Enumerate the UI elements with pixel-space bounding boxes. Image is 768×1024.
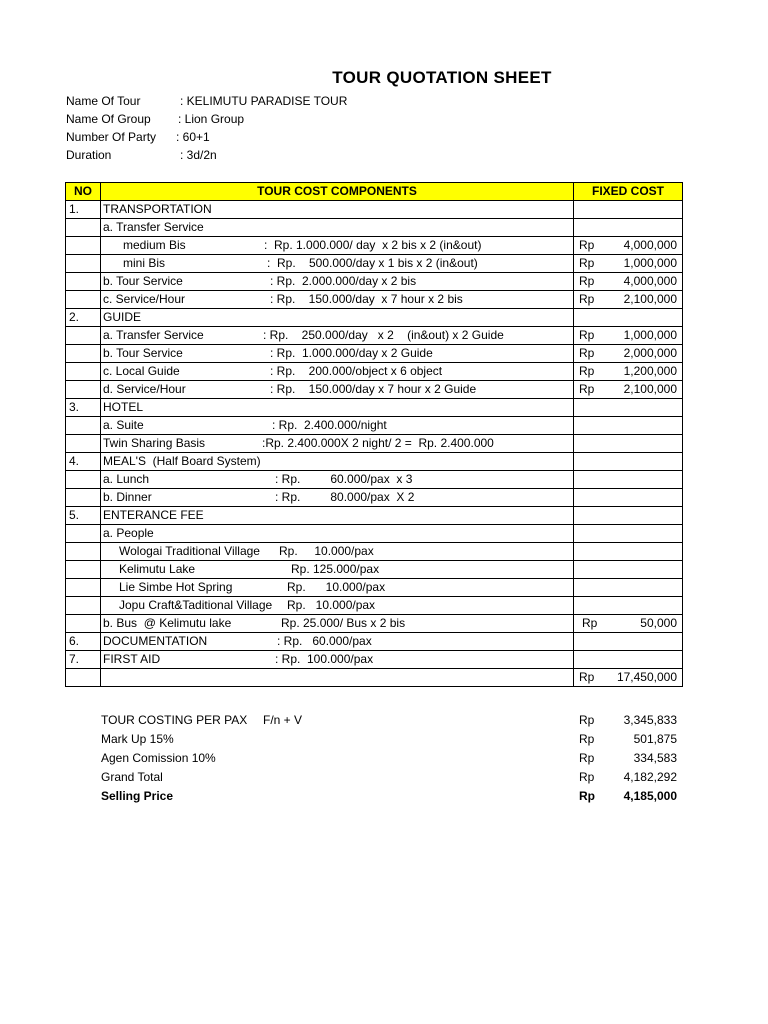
table-row [66,273,683,291]
table-row [66,237,683,255]
cost-amount: 2,100,000 [623,382,677,396]
cost-summary [101,711,681,806]
table-row [66,651,683,669]
component-description: mini Bis [123,256,166,270]
fixed-cost [574,417,683,435]
component-description: b. Dinner [103,490,152,504]
component-description: a. Lunch [103,472,150,486]
table-row [66,543,683,561]
cost-currency: Rp [579,670,595,684]
cost-component [101,561,574,579]
cost-component [101,345,574,363]
fixed-cost [574,291,683,309]
table-row [66,201,683,219]
table-row [66,399,683,417]
component-description: a. Transfer Service [103,328,204,342]
component-description: FIRST AID [103,652,161,666]
component-detail: Rp. 10.000/pax [279,544,374,558]
fixed-cost [574,507,683,525]
component-detail: : Rp. 500.000/day x 1 bis x 2 (in&out) [267,256,478,270]
row-number [66,345,101,363]
component-description: Lie Simbe Hot Spring [119,580,233,594]
component-description: c. Local Guide [103,364,180,378]
fixed-cost [574,309,683,327]
tour-info [66,92,466,164]
row-number: 6. [66,633,101,651]
summary-label: Selling Price [101,789,174,803]
component-description: b. Tour Service [103,274,183,288]
header-components: TOUR COST COMPONENTS [101,183,574,201]
row-number [66,579,101,597]
table-row [66,309,683,327]
fixed-cost [574,381,683,399]
summary-row-costing-per-pax [101,711,681,730]
info-value: : KELIMUTU PARADISE TOUR [180,94,348,108]
summary-amount: 3,345,833 [623,713,677,727]
summary-amount: 4,182,292 [623,770,677,784]
component-detail: : Rp. 150.000/day x 7 hour x 2 bis [270,292,463,306]
summary-row-grand-total [101,768,681,787]
info-value: : 60+1 [176,130,210,144]
page-title: TOUR QUOTATION SHEET [332,68,552,87]
table-row [66,561,683,579]
component-detail: : Rp. 100.000/pax [275,652,374,666]
row-number [66,381,101,399]
component-detail: : Rp. 2.000.000/day x 2 bis [270,274,417,288]
cost-amount: 17,450,000 [616,670,677,684]
table-row [66,633,683,651]
component-detail: : Rp. 150.000/day x 7 hour x 2 Guide [270,382,477,396]
component-detail: : Rp. 2.400.000/night [272,418,387,432]
row-number [66,543,101,561]
cost-currency: Rp [579,346,595,360]
info-value: : 3d/2n [180,148,217,162]
cost-component [101,489,574,507]
table-row [66,363,683,381]
cost-amount: 2,100,000 [623,292,677,306]
fixed-cost [574,669,683,687]
summary-row-selling-price [101,787,681,806]
fixed-cost [574,255,683,273]
cost-currency: Rp [579,364,595,378]
row-number: 4. [66,453,101,471]
row-number [66,363,101,381]
fixed-cost [574,471,683,489]
fixed-cost [574,561,683,579]
summary-row-agent-commission [101,749,681,768]
cost-component [101,669,574,687]
component-description: DOCUMENTATION [103,634,208,648]
cost-component [101,291,574,309]
table-row [66,615,683,633]
table-row [66,291,683,309]
cost-amount: 4,000,000 [623,238,677,252]
component-detail: : Rp. 80.000/pax X 2 [275,490,415,504]
cost-amount: 4,000,000 [623,274,677,288]
table-row [66,471,683,489]
fixed-cost [574,201,683,219]
component-detail: Rp. 25.000/ Bus x 2 bis [281,616,406,630]
component-description: a. People [103,526,154,540]
table-row [66,453,683,471]
summary-label: TOUR COSTING PER PAX [101,713,248,727]
table-row [66,669,683,687]
cost-currency: Rp [579,328,595,342]
cost-component [101,201,574,219]
summary-label: Agen Comission 10% [101,751,216,765]
cost-component [101,651,574,669]
row-number [66,255,101,273]
cost-component [101,237,574,255]
cost-amount: 1,200,000 [623,364,677,378]
cost-component [101,543,574,561]
header-no: NO [66,183,101,201]
fixed-cost [574,633,683,651]
row-number [66,489,101,507]
table-row [66,435,683,453]
component-description: b. Bus @ Kelimutu lake [103,616,232,630]
fixed-cost [574,579,683,597]
fixed-cost [574,453,683,471]
cost-component [101,453,574,471]
table-row [66,597,683,615]
cost-amount: 1,000,000 [623,256,677,270]
component-description: HOTEL [103,400,144,414]
row-number [66,327,101,345]
summary-currency: Rp [579,770,595,784]
fixed-cost [574,543,683,561]
component-detail: : Rp. 250.000/day x 2 (in&out) x 2 Guide [263,328,504,342]
component-description: a. Suite [103,418,144,432]
summary-amount: 4,185,000 [623,789,677,803]
table-row [66,381,683,399]
cost-currency: Rp [579,274,595,288]
component-description: d. Service/Hour [103,382,186,396]
component-detail: Rp. 10.000/pax [287,580,386,594]
row-number [66,273,101,291]
info-label: Name Of Group [66,112,151,126]
row-number [66,417,101,435]
info-row-duration [66,146,466,164]
component-detail: : Rp. 60.000/pax [277,634,372,648]
fixed-cost [574,651,683,669]
summary-currency: Rp [579,732,595,746]
row-number [66,561,101,579]
cost-component [101,633,574,651]
table-row [66,255,683,273]
row-number [66,615,101,633]
row-number [66,237,101,255]
summary-currency: Rp [579,751,595,765]
summary-amount: 334,583 [633,751,677,765]
info-label: Name Of Tour [66,94,141,108]
fixed-cost [574,345,683,363]
cost-component [101,363,574,381]
cost-component [101,255,574,273]
cost-currency: Rp [579,292,595,306]
component-description: Jopu Craft&Taditional Village [119,598,273,612]
cost-component [101,219,574,237]
fixed-cost [574,219,683,237]
header-fixed-cost: FIXED COST [574,183,683,201]
table-row [66,489,683,507]
row-number: 7. [66,651,101,669]
quotation-table [65,182,683,687]
table-row [66,579,683,597]
component-description: Wologai Traditional Village [119,544,260,558]
info-label: Duration [66,148,112,162]
cost-component [101,435,574,453]
component-detail: Rp. 10.000/pax [287,598,376,612]
cost-currency: Rp [579,382,595,396]
row-number: 3. [66,399,101,417]
row-number [66,219,101,237]
table-row [66,525,683,543]
summary-label: Mark Up 15% [101,732,174,746]
cost-component [101,417,574,435]
info-value: : Lion Group [178,112,245,126]
component-description: b. Tour Service [103,346,183,360]
fixed-cost [574,489,683,507]
component-detail: : Rp. 1.000.000/ day x 2 bis x 2 (in&out) [264,238,482,252]
summary-formula: F/n + V [263,713,303,727]
table-row [66,219,683,237]
fixed-cost [574,237,683,255]
component-description: a. Transfer Service [103,220,204,234]
cost-component [101,309,574,327]
component-detail: : Rp. 200.000/object x 6 object [270,364,443,378]
fixed-cost [574,525,683,543]
row-number [66,471,101,489]
component-description: Kelimutu Lake [119,562,196,576]
cost-currency: Rp [579,256,595,270]
fixed-cost [574,435,683,453]
cost-currency: Rp [582,616,598,630]
fixed-cost [574,615,683,633]
component-description: MEAL'S (Half Board System) [103,454,261,468]
summary-currency: Rp [579,789,595,803]
summary-row-mark-up [101,730,681,749]
row-number [66,669,101,687]
component-description: GUIDE [103,310,142,324]
component-description: Twin Sharing Basis [103,436,206,450]
table-row [66,507,683,525]
fixed-cost [574,597,683,615]
cost-component [101,597,574,615]
component-description: TRANSPORTATION [103,202,212,216]
row-number [66,525,101,543]
cost-component [101,525,574,543]
info-row-party [66,128,466,146]
row-number: 2. [66,309,101,327]
info-row-group-name [66,110,466,128]
table-row [66,327,683,345]
cost-component [101,381,574,399]
cost-currency: Rp [579,238,595,252]
info-row-tour-name [66,92,466,110]
cost-amount: 2,000,000 [623,346,677,360]
table-header-row [66,183,683,201]
summary-label: Grand Total [101,770,163,784]
table-row [66,345,683,363]
fixed-cost [574,363,683,381]
row-number: 5. [66,507,101,525]
cost-component [101,399,574,417]
row-number [66,435,101,453]
component-description: ENTERANCE FEE [103,508,204,522]
cost-component [101,471,574,489]
component-detail: :Rp. 2.400.000X 2 night/ 2 = Rp. 2.400.000 [262,436,494,450]
component-description: c. Service/Hour [103,292,186,306]
cost-component [101,507,574,525]
summary-currency: Rp [579,713,595,727]
cost-component [101,327,574,345]
cost-component [101,615,574,633]
cost-component [101,579,574,597]
table-row [66,417,683,435]
row-number [66,597,101,615]
cost-amount: 1,000,000 [623,328,677,342]
component-description: medium Bis [123,238,186,252]
cost-component [101,273,574,291]
component-detail: : Rp. 1.000.000/day x 2 Guide [270,346,433,360]
summary-amount: 501,875 [633,732,677,746]
cost-amount: 50,000 [640,616,677,630]
row-number: 1. [66,201,101,219]
info-label: Number Of Party [66,130,157,144]
fixed-cost [574,327,683,345]
row-number [66,291,101,309]
component-detail: : Rp. 60.000/pax x 3 [275,472,413,486]
fixed-cost [574,399,683,417]
component-detail: Rp. 125.000/pax [291,562,380,576]
fixed-cost [574,273,683,291]
